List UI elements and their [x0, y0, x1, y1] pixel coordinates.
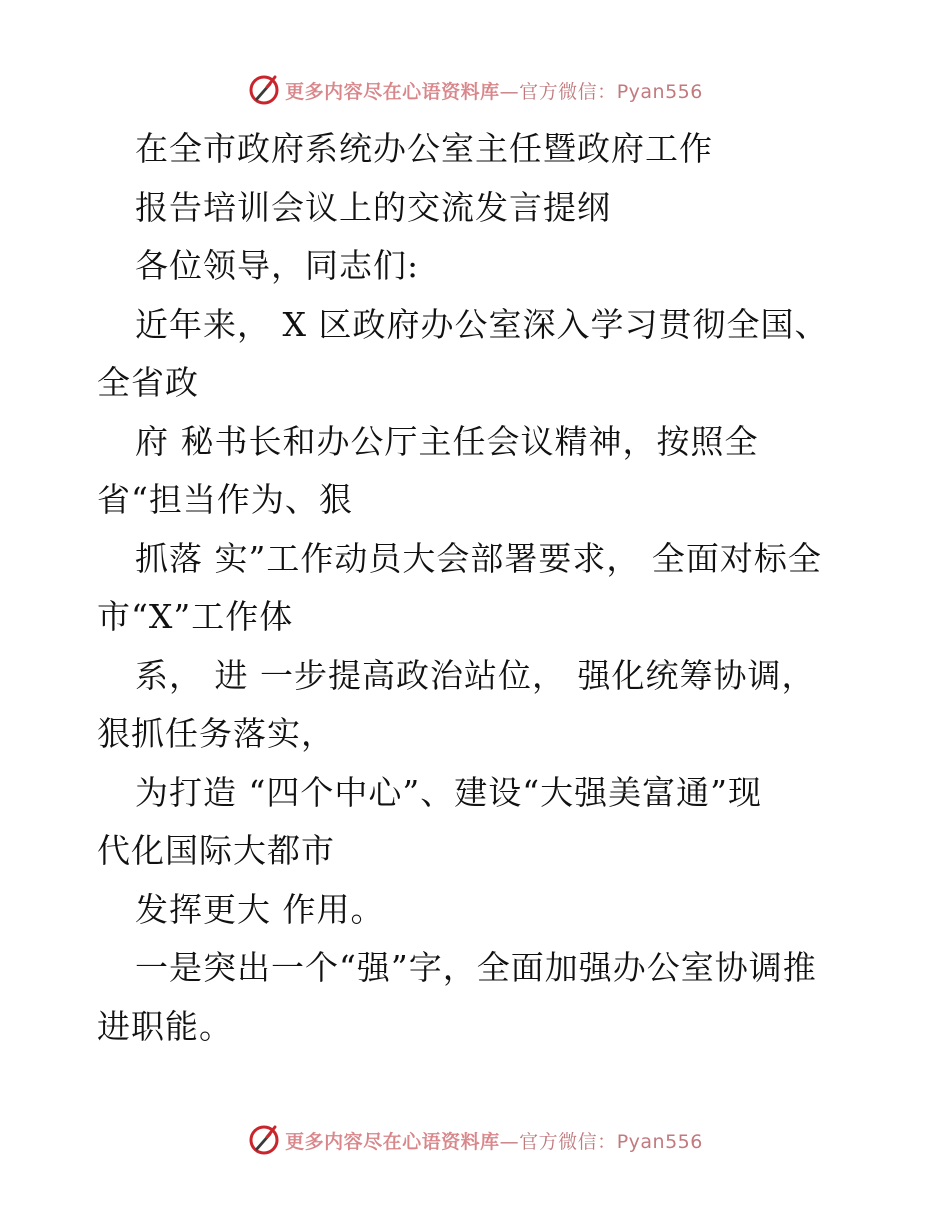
- document-line: 府 秘书长和办公厅主任会议精神，按照全: [135, 421, 759, 461]
- document-line: 在全市政府系统办公室主任暨政府工作: [135, 129, 713, 168]
- watermark-dash: —: [499, 80, 520, 103]
- watermark-wechat-label: 官方微信：: [519, 80, 617, 103]
- quill-pen-icon: [247, 73, 281, 107]
- document-line: 代化国际大都市: [97, 831, 335, 870]
- header-watermark: [0, 70, 950, 110]
- watermark-wechat-id: Pyan556: [616, 80, 703, 103]
- footer-watermark: [0, 1120, 950, 1160]
- document-line: 报告培训会议上的交流发言提纲: [135, 187, 611, 227]
- watermark-text: [285, 1127, 703, 1154]
- watermark-text: [285, 77, 703, 104]
- document-line: 各位领导，同志们:: [135, 246, 420, 285]
- document-line: 省“担当作为、狠: [97, 480, 353, 519]
- watermark-wechat-id: Pyan556: [616, 1130, 703, 1153]
- document-line: 为打造 “四个中心”、建设“大强美富通”现: [135, 772, 762, 812]
- watermark-wechat-label: 官方微信：: [519, 1130, 617, 1153]
- document-line: 发挥更大 作用。: [135, 889, 385, 929]
- document-line: 全省政: [97, 363, 199, 402]
- document-line: 抓落 实”工作动员大会部署要求， 全面对标全: [135, 538, 822, 578]
- document-line: 狠抓任务落实，: [97, 714, 335, 753]
- document-body: [97, 120, 877, 1056]
- document-line: 市“X”工作体: [97, 597, 294, 636]
- watermark-brand: 更多内容尽在心语资料库: [285, 1130, 500, 1153]
- document-line: 系， 进 一步提高政治站位， 强化统筹协调，: [135, 655, 816, 695]
- watermark-brand: 更多内容尽在心语资料库: [285, 80, 500, 103]
- document-line: 进职能。: [97, 1006, 233, 1046]
- quill-pen-icon: [247, 1123, 281, 1157]
- document-line: 一是突出一个“强”字，全面加强办公室协调推: [135, 948, 817, 987]
- document-line: 近年来， X 区政府办公室深入学习贯彻全国、: [135, 304, 829, 344]
- watermark-dash: —: [499, 1130, 520, 1153]
